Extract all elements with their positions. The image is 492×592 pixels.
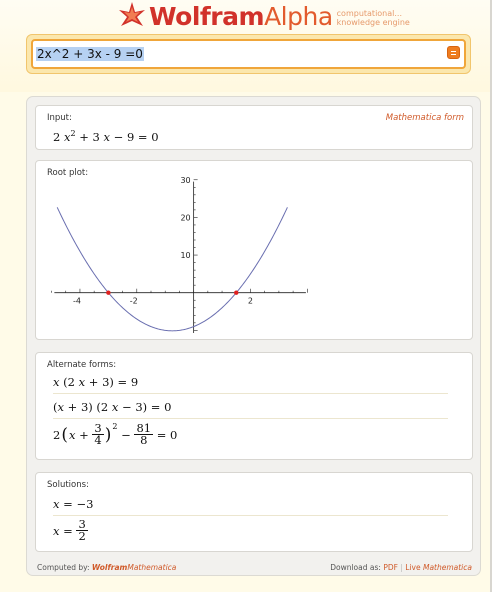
y-tick-label: 20 (180, 213, 191, 223)
footer-separator: | (400, 563, 403, 572)
pod-input-title: Input: (47, 113, 72, 123)
divider (53, 515, 448, 516)
pod-solutions-title: Solutions: (47, 480, 89, 490)
search-input[interactable] (31, 39, 466, 69)
brand-wolfram-text: Wolfram (91, 563, 128, 572)
alternate-form-3: 2 ( x + $\frac{3}{4}$ ) 2 − $\frac{81}{8}$ = 0 (53, 421, 178, 447)
wolfram-mathematica-link[interactable] (92, 563, 176, 572)
solution-1: x = −3 (53, 497, 94, 511)
y-tick-label: 30 (180, 176, 191, 185)
header-bar (0, 0, 492, 92)
pod-alternate-forms (35, 352, 473, 460)
x-tick-label: 2 (247, 296, 254, 306)
spikey-logo-icon (117, 1, 147, 31)
pod-root-plot (35, 160, 473, 340)
tagline-line-2: knowledge engine (336, 18, 410, 27)
pod-solutions (35, 472, 473, 552)
input-expression: 2 $x^2 + 3$ x − 9 = 0 (53, 129, 159, 144)
y-tick-label: 10 (180, 251, 191, 261)
pod-root-plot-title: Root plot: (47, 168, 89, 178)
computed-by-label: Computed by: (37, 563, 90, 572)
alternate-form-1: x (2 x + 3) = 9 (53, 375, 139, 389)
mathematica-form-link[interactable]: Mathematica form (385, 113, 464, 123)
download-as-label: Download as: (330, 563, 381, 572)
parabola-curve (57, 207, 287, 331)
pod-input (35, 105, 473, 150)
x-tick-label: -2 (129, 296, 138, 306)
alternate-form-2: (x + 3) (2 x − 3) = 0 (53, 400, 172, 414)
wolfram-alpha-logo[interactable] (117, 0, 410, 32)
live-mathematica-link[interactable] (405, 563, 472, 572)
live-text: Live (405, 563, 421, 572)
results-panel (26, 96, 481, 576)
search-frame (26, 34, 471, 74)
computed-by-footer (37, 563, 176, 572)
tagline-line-1: computational... (336, 9, 403, 18)
logo-tagline (337, 9, 410, 27)
divider (53, 418, 448, 419)
x-tick-label: -4 (72, 296, 81, 306)
root-point (106, 291, 110, 295)
download-footer (330, 563, 472, 572)
root-plot-chart (43, 176, 313, 336)
search-query-text: 2x^2 + 3x - 9 =0 (37, 47, 143, 61)
logo-wolfram-text: Wolfram (149, 1, 265, 31)
solution-2: x = $\frac{3}{2}$ (53, 517, 86, 543)
pod-alternate-title: Alternate forms: (47, 360, 117, 370)
divider (53, 393, 448, 394)
logo-alpha-text: Alpha (264, 1, 333, 31)
live-mathematica-text: Mathematica (422, 563, 472, 572)
root-point (234, 291, 238, 295)
pdf-download-link[interactable]: PDF (383, 563, 398, 572)
brand-mathematica-text: Mathematica (127, 563, 177, 572)
compute-button-icon[interactable] (447, 46, 460, 59)
